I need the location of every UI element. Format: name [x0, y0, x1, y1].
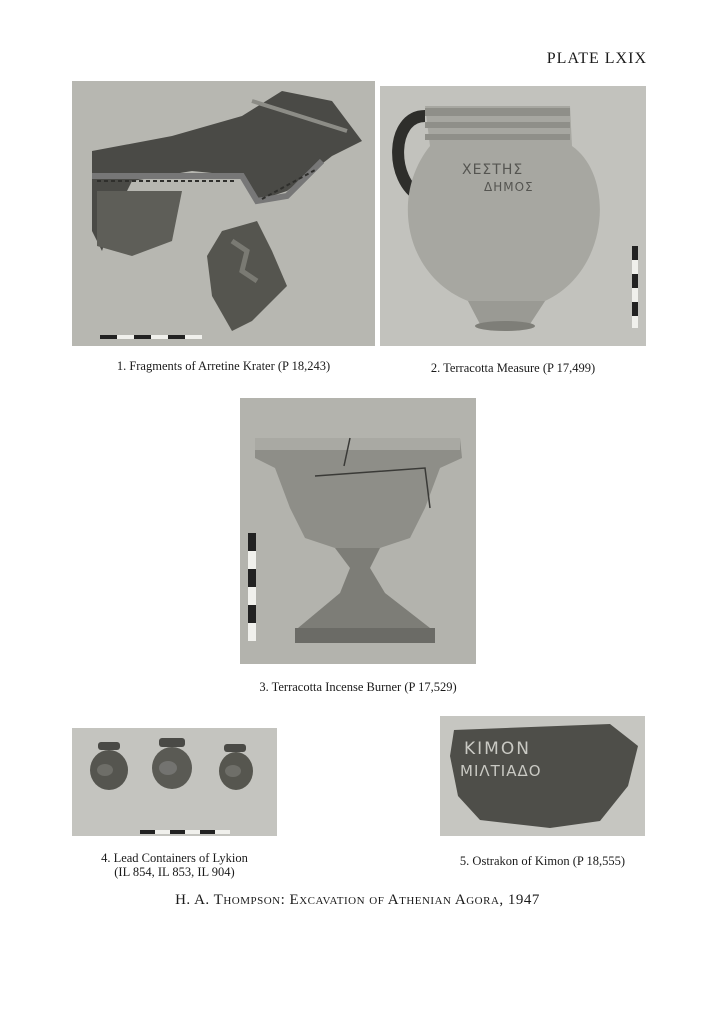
lead-container-3 — [219, 744, 253, 790]
scale-bar — [140, 830, 230, 834]
caption-figure-3: 3. Terracotta Incense Burner (P 17,529) — [259, 680, 457, 694]
scale-bar — [100, 335, 202, 339]
caption-figure-1: 1. Fragments of Arretine Krater (P 18,243) — [116, 359, 331, 373]
incense-burner-bowl — [255, 438, 462, 548]
scale-bar — [632, 246, 638, 328]
ostrakon-inscription-line-2: ΜΙΛΤΙΑΔΟ — [460, 762, 542, 780]
plate-title: PLATE LXIX — [546, 50, 647, 67]
photo-terracotta-measure — [380, 86, 646, 346]
caption-figure-5: 5. Ostrakon of Kimon (P 18,555) — [459, 854, 626, 868]
scale-bar — [248, 533, 256, 641]
footer-year: 1947 — [507, 892, 540, 908]
caption-figure-2: 2. Terracotta Measure (P 17,499) — [430, 361, 596, 375]
footer-comma: , — [499, 892, 508, 908]
measure-inscription-line-2: ΔΗΜΟΣ — [484, 180, 534, 194]
photo-ostrakon-kimon — [440, 716, 645, 836]
photo-incense-burner — [240, 398, 476, 664]
lead-container-2 — [152, 738, 192, 789]
caption-figure-4-line-2: (IL 854, IL 853, IL 904) — [114, 865, 235, 879]
footer-title: Excavation of Athenian Agora — [289, 892, 500, 908]
footer-author: H. A. Thompson — [175, 892, 281, 908]
caption-figure-4 — [72, 851, 277, 879]
footer-colon: : — [280, 892, 290, 908]
photo-lead-containers — [72, 728, 277, 836]
caption-figure-4-line-1: 4. Lead Containers of Lykion — [101, 851, 248, 865]
measure-inscription-line-1: ΧΕΣΤΗΣ — [462, 162, 524, 178]
lead-container-1 — [90, 742, 128, 790]
ostrakon-inscription-line-1: ΚΙΜΟΝ — [464, 739, 531, 759]
photo-arretine-krater — [72, 81, 375, 346]
plate-footer — [0, 892, 715, 909]
